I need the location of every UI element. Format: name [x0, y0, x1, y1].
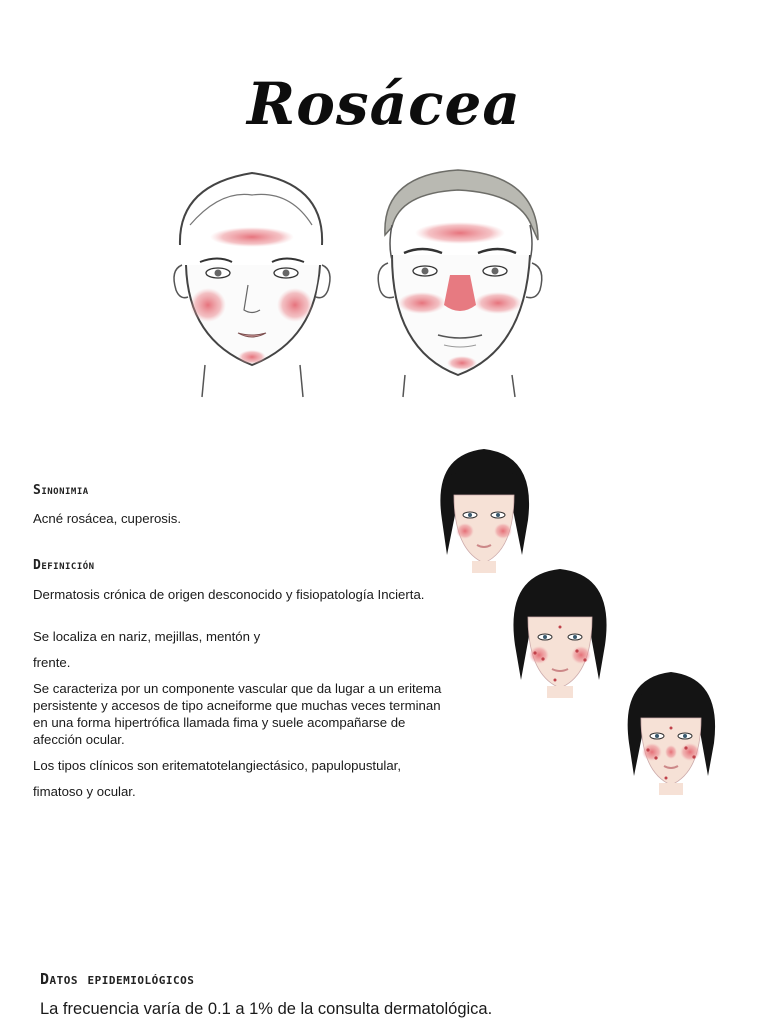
definicion-paragraph: fimatoso y ocular. — [33, 784, 136, 799]
male-face — [378, 170, 542, 397]
face-illustration-severe — [620, 668, 722, 798]
definicion-paragraph: frente. — [33, 655, 71, 670]
definicion-paragraph: Se caracteriza por un componente vascular que da lugar a un eritema persistente y accesos de tipo acneiforme que muchas veces terminan en una forma hipertrófica llamada fima y suele acompañarse de afección ocular. — [33, 681, 442, 747]
datos-epidemiologicos-heading: Datos epidemiológicos — [40, 970, 195, 988]
definicion-paragraph: Dermatosis crónica de origen desconocido y fisiopatología Incierta. — [33, 587, 425, 602]
definicion-paragraph: Los tipos clínicos son eritematotelangiectásico, papulopustular, — [33, 758, 402, 773]
sinonimia-text: Acné rosácea, cuperosis. — [33, 511, 182, 526]
face-illustration-mild — [432, 445, 537, 575]
definicion-heading: Definición — [33, 558, 95, 573]
datos-epidemiologicos-text: La frecuencia varía de 0.1 a 1% de la consulta dermatológica. — [40, 1000, 493, 1018]
definicion-paragraph: Se localiza en nariz, mejillas, mentón y — [33, 629, 261, 644]
face-illustration-moderate — [505, 565, 615, 700]
rosacea-faces-illustration — [160, 165, 560, 400]
page-title: Rosácea — [247, 70, 521, 138]
sinonimia-heading: Sinonimia — [33, 483, 89, 498]
female-face — [174, 173, 330, 397]
